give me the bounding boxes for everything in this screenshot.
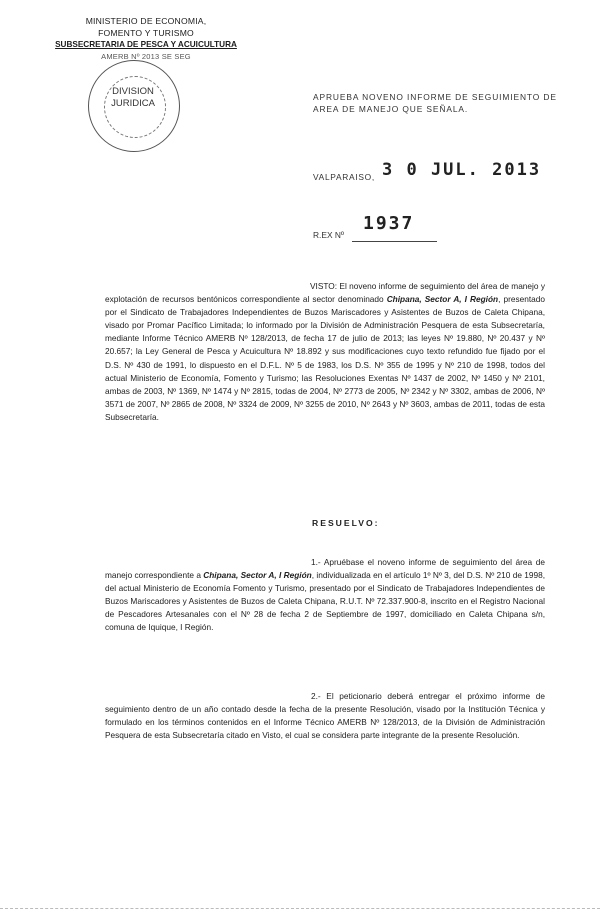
letterhead: [48, 15, 244, 63]
visto-text-1: El noveno informe de seguimiento del área de manejo y explotación de recursos bentónicos correspondiente al sector denominado: [105, 281, 545, 305]
visto-sector: Chipana, Sector A, I Región: [386, 294, 499, 305]
seal-line2: JURIDICA: [111, 98, 155, 109]
seal-label: [92, 86, 174, 110]
art1-text: , individualizada en el artículo 1º Nº 3, del D.S. Nº 210 de 1998, del actual Ministerio de Economía Fomento y Turismo, presentado por el Sindicato de Trabajadores Independientes de Buzos Mariscadores y Asistentes de Buzos de Caleta Chipana, R.U.T. Nº 72.337.900-8, inscrito en el Registro Nacional de Pescadores Artesanales con el Nº 28 de fecha 2 de Septiembre de 1997, domiciliado en Caleta Chipana s/n, comuna de Iquique, I Región.: [105, 570, 545, 633]
rex-label: R.EX Nº: [313, 230, 344, 240]
ministry-name: MINISTERIO DE ECONOMIA,: [85, 16, 207, 26]
art1-lead: 1.- Apruébase el noveno informe de seguimiento del área de manejo correspondiente a: [105, 557, 545, 581]
art2-text: 2.- El peticionario deberá entregar el próximo informe de seguimiento dentro de un año contado desde la fecha de la presente Resolución, visado por la Institución Técnica y formulado en los términos contenidos en el Informe Técnico AMERB Nº 128/2013, de la División de Administración Pesquera de esta Subsecretaría citado en Visto, el cual se considera parte integrante de la presente Resolución.: [105, 691, 545, 741]
visto-lead: VISTO:: [310, 281, 338, 291]
rex-number: 1937: [363, 213, 415, 234]
faint-stamp-text: AMERB Nº 2013 SE SEG: [101, 52, 191, 61]
rex-underline: [352, 241, 437, 242]
seal-line1: DIVISION: [112, 86, 154, 97]
article-1: [105, 556, 545, 635]
article-2: [105, 690, 545, 742]
page-edge-line: [0, 908, 600, 909]
date-stamp: 3 0 JUL. 2013: [382, 160, 542, 180]
art1-sector: Chipana, Sector A, I Región: [203, 570, 312, 581]
visto-text-2: , presentado por el Sindicato de Trabajadores Independientes de Buzos Mariscadores y Asistentes de Buzos de Caleta Chipana, visado por Promar Pacífico Limitada; lo informado por la División de Administración Pesquera de esta Subsecretaría, mediante Informe Técnico AMERB Nº 128/2013, de fecha 17 de julio de 2013; las leyes Nº 19.880, Nº 20.437 y Nº 20.657; la Ley General de Pesca y Acuicultura Nº 18.892 y sus modificaciones cuyo texto refundido fue fijado por el D.S. Nº 430 de 1991, lo dispuesto en el D.F.L. Nº 5 de 1983, los D.S. Nº 355 de 1995 y Nº 210 de 1998, todos del actual Ministerio de Economía, Fomento y Turismo; las Resoluciones Exentas Nº 1437 de 2002, Nº 1450 y Nº 2101, ambas de 2003, Nº 1369, Nº 1474 y Nº 2815, todas de 2004, Nº 2773 de 2005, Nº 2342 y Nº 3302, ambas de 2006, Nº 3571 de 2007, Nº 2865 de 2008, Nº 3324 de 2009, Nº 3255 de 2010, Nº 2643 y Nº 3603, ambas de 2011, todas de esta Subsecretaría.: [105, 294, 545, 422]
visto-paragraph: [105, 280, 545, 424]
ministry-name-line2: FOMENTO Y TURISMO: [98, 28, 194, 38]
subsecretaria-name: SUBSECRETARIA DE PESCA Y ACUICULTURA: [55, 40, 237, 49]
resuelvo-heading: RESUELVO:: [312, 518, 380, 528]
place-label: VALPARAISO,: [313, 172, 375, 182]
resolution-subject: APRUEBA NOVENO INFORME DE SEGUIMIENTO DE AREA DE MANEJO QUE SEÑALA.: [313, 92, 557, 114]
